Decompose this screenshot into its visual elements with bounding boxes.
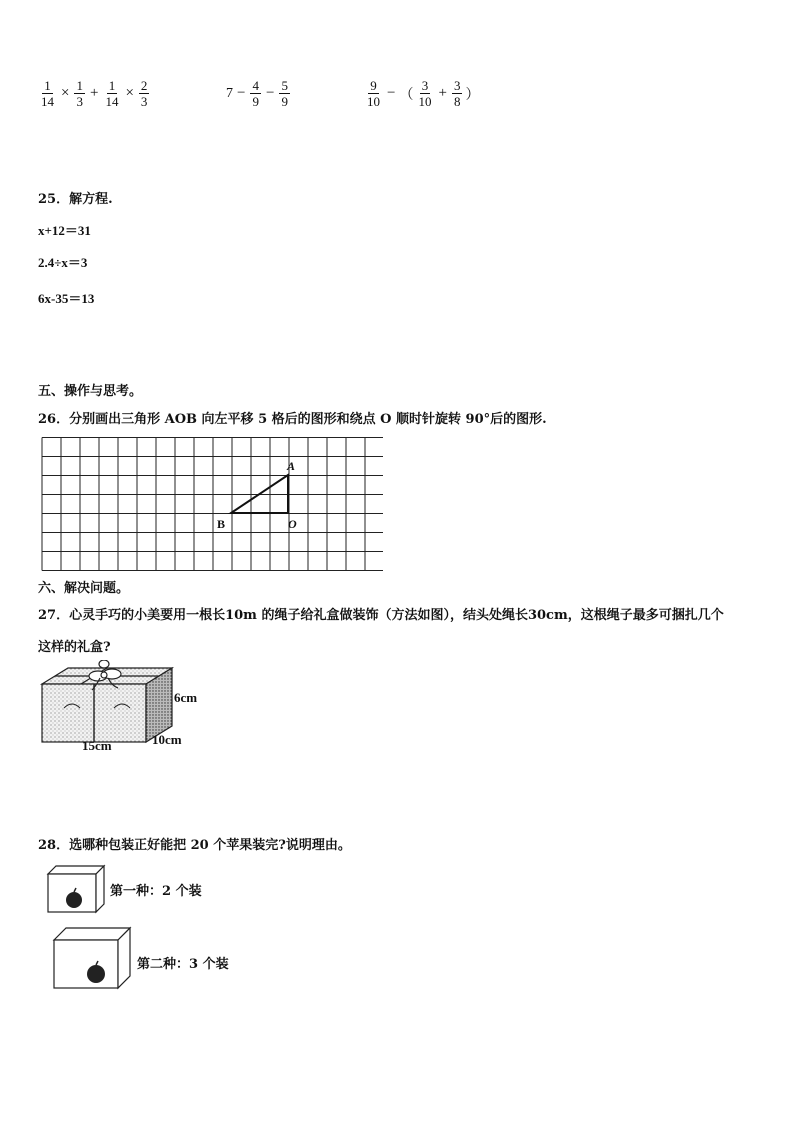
denominator: 3 bbox=[140, 94, 148, 109]
denominator: 3 bbox=[76, 94, 83, 109]
box-width-label: 10cm bbox=[152, 732, 182, 747]
box-height-label: 6cm bbox=[174, 690, 198, 705]
q25-title: 25．解方程. bbox=[38, 192, 113, 207]
q26-title: 26．分别画出三角形 AOB 向左平移 5 格后的图形和绕点 O 顺时针旋转 90°后的图形. bbox=[38, 412, 547, 427]
numerator: 1 bbox=[108, 78, 116, 93]
whole-number: 7 bbox=[226, 85, 233, 101]
operator: × bbox=[61, 85, 70, 101]
denominator: 14 bbox=[41, 94, 54, 109]
right-paren: ） bbox=[465, 87, 480, 103]
operator: − bbox=[387, 85, 396, 101]
grid bbox=[42, 438, 383, 571]
box-option-2-illustration bbox=[52, 926, 132, 990]
box-option-1-illustration bbox=[46, 864, 106, 916]
point-o-label: O bbox=[288, 517, 297, 531]
numerator: 4 bbox=[252, 78, 259, 93]
fraction bbox=[139, 78, 150, 109]
denominator: 9 bbox=[281, 94, 288, 109]
q27-text-line-1: 27．心灵手巧的小美要用一根长10m 的绳子给礼盒做装饰（方法如图），结头处绳长30cm，这根绳子最多可捆扎几个 bbox=[38, 608, 724, 623]
point-a-label: A bbox=[287, 459, 296, 473]
denominator: 14 bbox=[105, 94, 119, 109]
fraction bbox=[250, 78, 261, 109]
denominator: 8 bbox=[453, 94, 461, 109]
numerator: 2 bbox=[140, 78, 148, 93]
numerator: 5 bbox=[281, 78, 288, 93]
section-5-heading: 五、操作与思考。 bbox=[38, 384, 143, 399]
calc-expression-3 bbox=[364, 78, 479, 109]
numerator: 3 bbox=[421, 78, 429, 93]
fraction bbox=[39, 78, 56, 109]
q25-equation-2: 2.4÷x＝3 bbox=[38, 255, 88, 270]
point-b-label: B bbox=[217, 517, 226, 531]
numerator: 9 bbox=[370, 78, 377, 93]
fraction bbox=[279, 78, 290, 109]
fraction bbox=[103, 78, 120, 109]
calc-expression-1 bbox=[38, 78, 150, 109]
box-option-1-label: 第一种：2 个装 bbox=[110, 884, 202, 899]
operator: + bbox=[438, 85, 447, 101]
q27-text-line-2: 这样的礼盒? bbox=[38, 640, 111, 655]
denominator: 10 bbox=[418, 94, 432, 109]
numerator: 1 bbox=[44, 78, 51, 93]
denominator: 9 bbox=[252, 94, 259, 109]
q26-grid-figure bbox=[41, 437, 383, 571]
box-option-2-label: 第二种：3 个装 bbox=[137, 957, 229, 972]
fraction bbox=[74, 78, 85, 109]
operator: − bbox=[237, 85, 246, 101]
section-6-heading: 六、解决问题。 bbox=[38, 581, 130, 596]
fraction bbox=[452, 78, 463, 109]
operator: − bbox=[265, 85, 275, 101]
calc-expression-2 bbox=[226, 78, 291, 109]
q25-equation-1: x+12＝31 bbox=[38, 223, 91, 238]
numerator: 3 bbox=[453, 78, 461, 93]
box-length-label: 15cm bbox=[82, 738, 112, 753]
operator: × bbox=[125, 85, 134, 101]
q25-equation-3: 6x-35＝13 bbox=[38, 291, 95, 306]
operator: + bbox=[89, 85, 99, 101]
left-paren: （ bbox=[399, 87, 414, 103]
fraction bbox=[416, 78, 433, 109]
denominator: 10 bbox=[367, 94, 380, 109]
numerator: 1 bbox=[76, 78, 83, 93]
fraction bbox=[365, 78, 382, 109]
q28-title: 28．选哪种包装正好能把 20 个苹果装完?说明理由。 bbox=[38, 838, 351, 853]
